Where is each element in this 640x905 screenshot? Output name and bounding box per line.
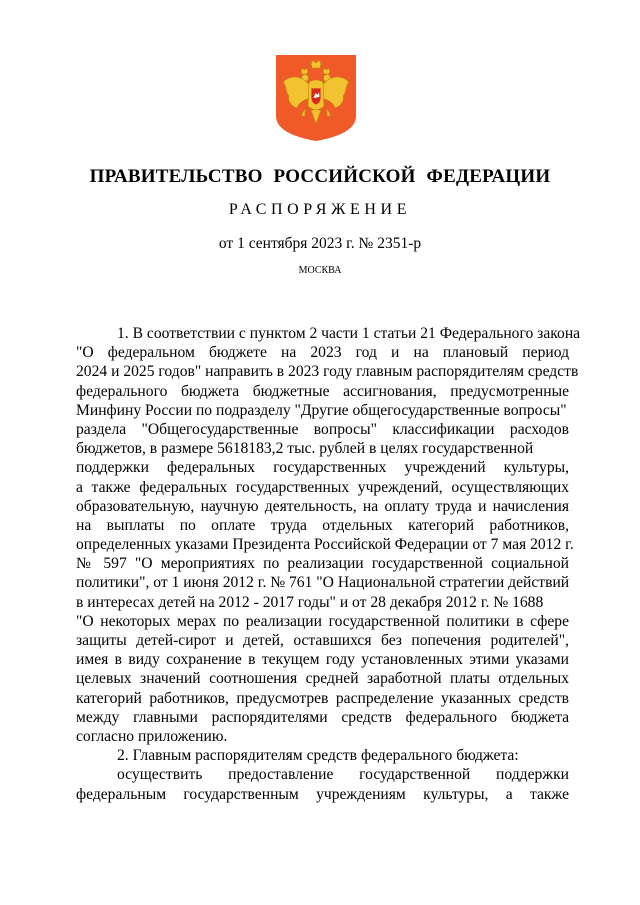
body-line: осуществить предоставление государственной поддержки [117,766,569,784]
document-date-number: от 1 сентября 2023 г. № 2351-р [218,235,422,252]
body-line: "О федеральном бюджете на 2023 год и на плановый период [76,344,569,362]
body-line: а также федеральных государственных учреждений, осуществляющих [76,478,569,496]
body-line: защиты детей-сирот и детей, оставшихся без попечения родителей", [76,632,569,649]
body-line: федеральным государственным учреждениям культуры, а также [76,785,569,803]
body-line: определенных указами Президента Российской Федерации от 7 мая 2012 г. [76,536,574,554]
body-line: федерального бюджета бюджетные ассигнования, предусмотренные [76,382,569,400]
city-name: МОСКВА [298,265,342,276]
body-line: 2. Главным распорядителям средств федерального бюджета: [117,747,519,765]
body-line: между главными распорядителями средств федерального бюджета [76,708,569,726]
body-line: в интересах детей на 2012 - 2017 годы" и от 28 декабря 2012 г. № 1688 [76,593,544,611]
coat-of-arms-icon [275,54,357,142]
body-line: 1. В соответствии с пунктом 2 части 1 статьи 21 Федерального закона [117,325,581,342]
body-line: категорий работников, предусмотрев распределение указанных средств [76,689,569,707]
government-title: ПРАВИТЕЛЬСТВО РОССИЙСКОЙ ФЕДЕРАЦИИ [89,166,551,187]
body-line: согласно приложению. [76,727,228,745]
body-line: поддержки федеральных государственных учреждений культуры, [76,459,569,477]
body-line: политики", от 1 июня 2012 г. № 761 "О Национальной стратегии действий [76,574,570,592]
body-line: "О некоторых мерах по реализации государственной политики в сфере [76,612,569,630]
body-line: Минфину России по подразделу "Другие общегосударственные вопросы" [76,401,567,419]
document-type: РАСПОРЯЖЕНИЕ [228,201,412,218]
body-line: имея в виду сохранение в текущем году установленных этими указами [76,651,569,669]
body-line: раздела "Общегосударственные вопросы" классификации расходов [76,420,569,438]
body-line: № 597 "О мероприятиях по реализации государственной социальной [76,555,569,573]
body-line: бюджетов, в размере 5618183,2 тыс. рублей в целях государственной [76,440,534,458]
body-line: образовательную, научную деятельность, на оплату труда и начисления [76,497,569,515]
body-line: 2024 и 2025 годов" направить в 2023 году главным распорядителям средств [76,363,579,381]
body-line: целевых значений соотношения средней заработной платы отдельных [76,670,569,688]
body-line: на выплаты по оплате труда отдельных категорий работников, [76,516,569,534]
document-body [76,324,581,804]
